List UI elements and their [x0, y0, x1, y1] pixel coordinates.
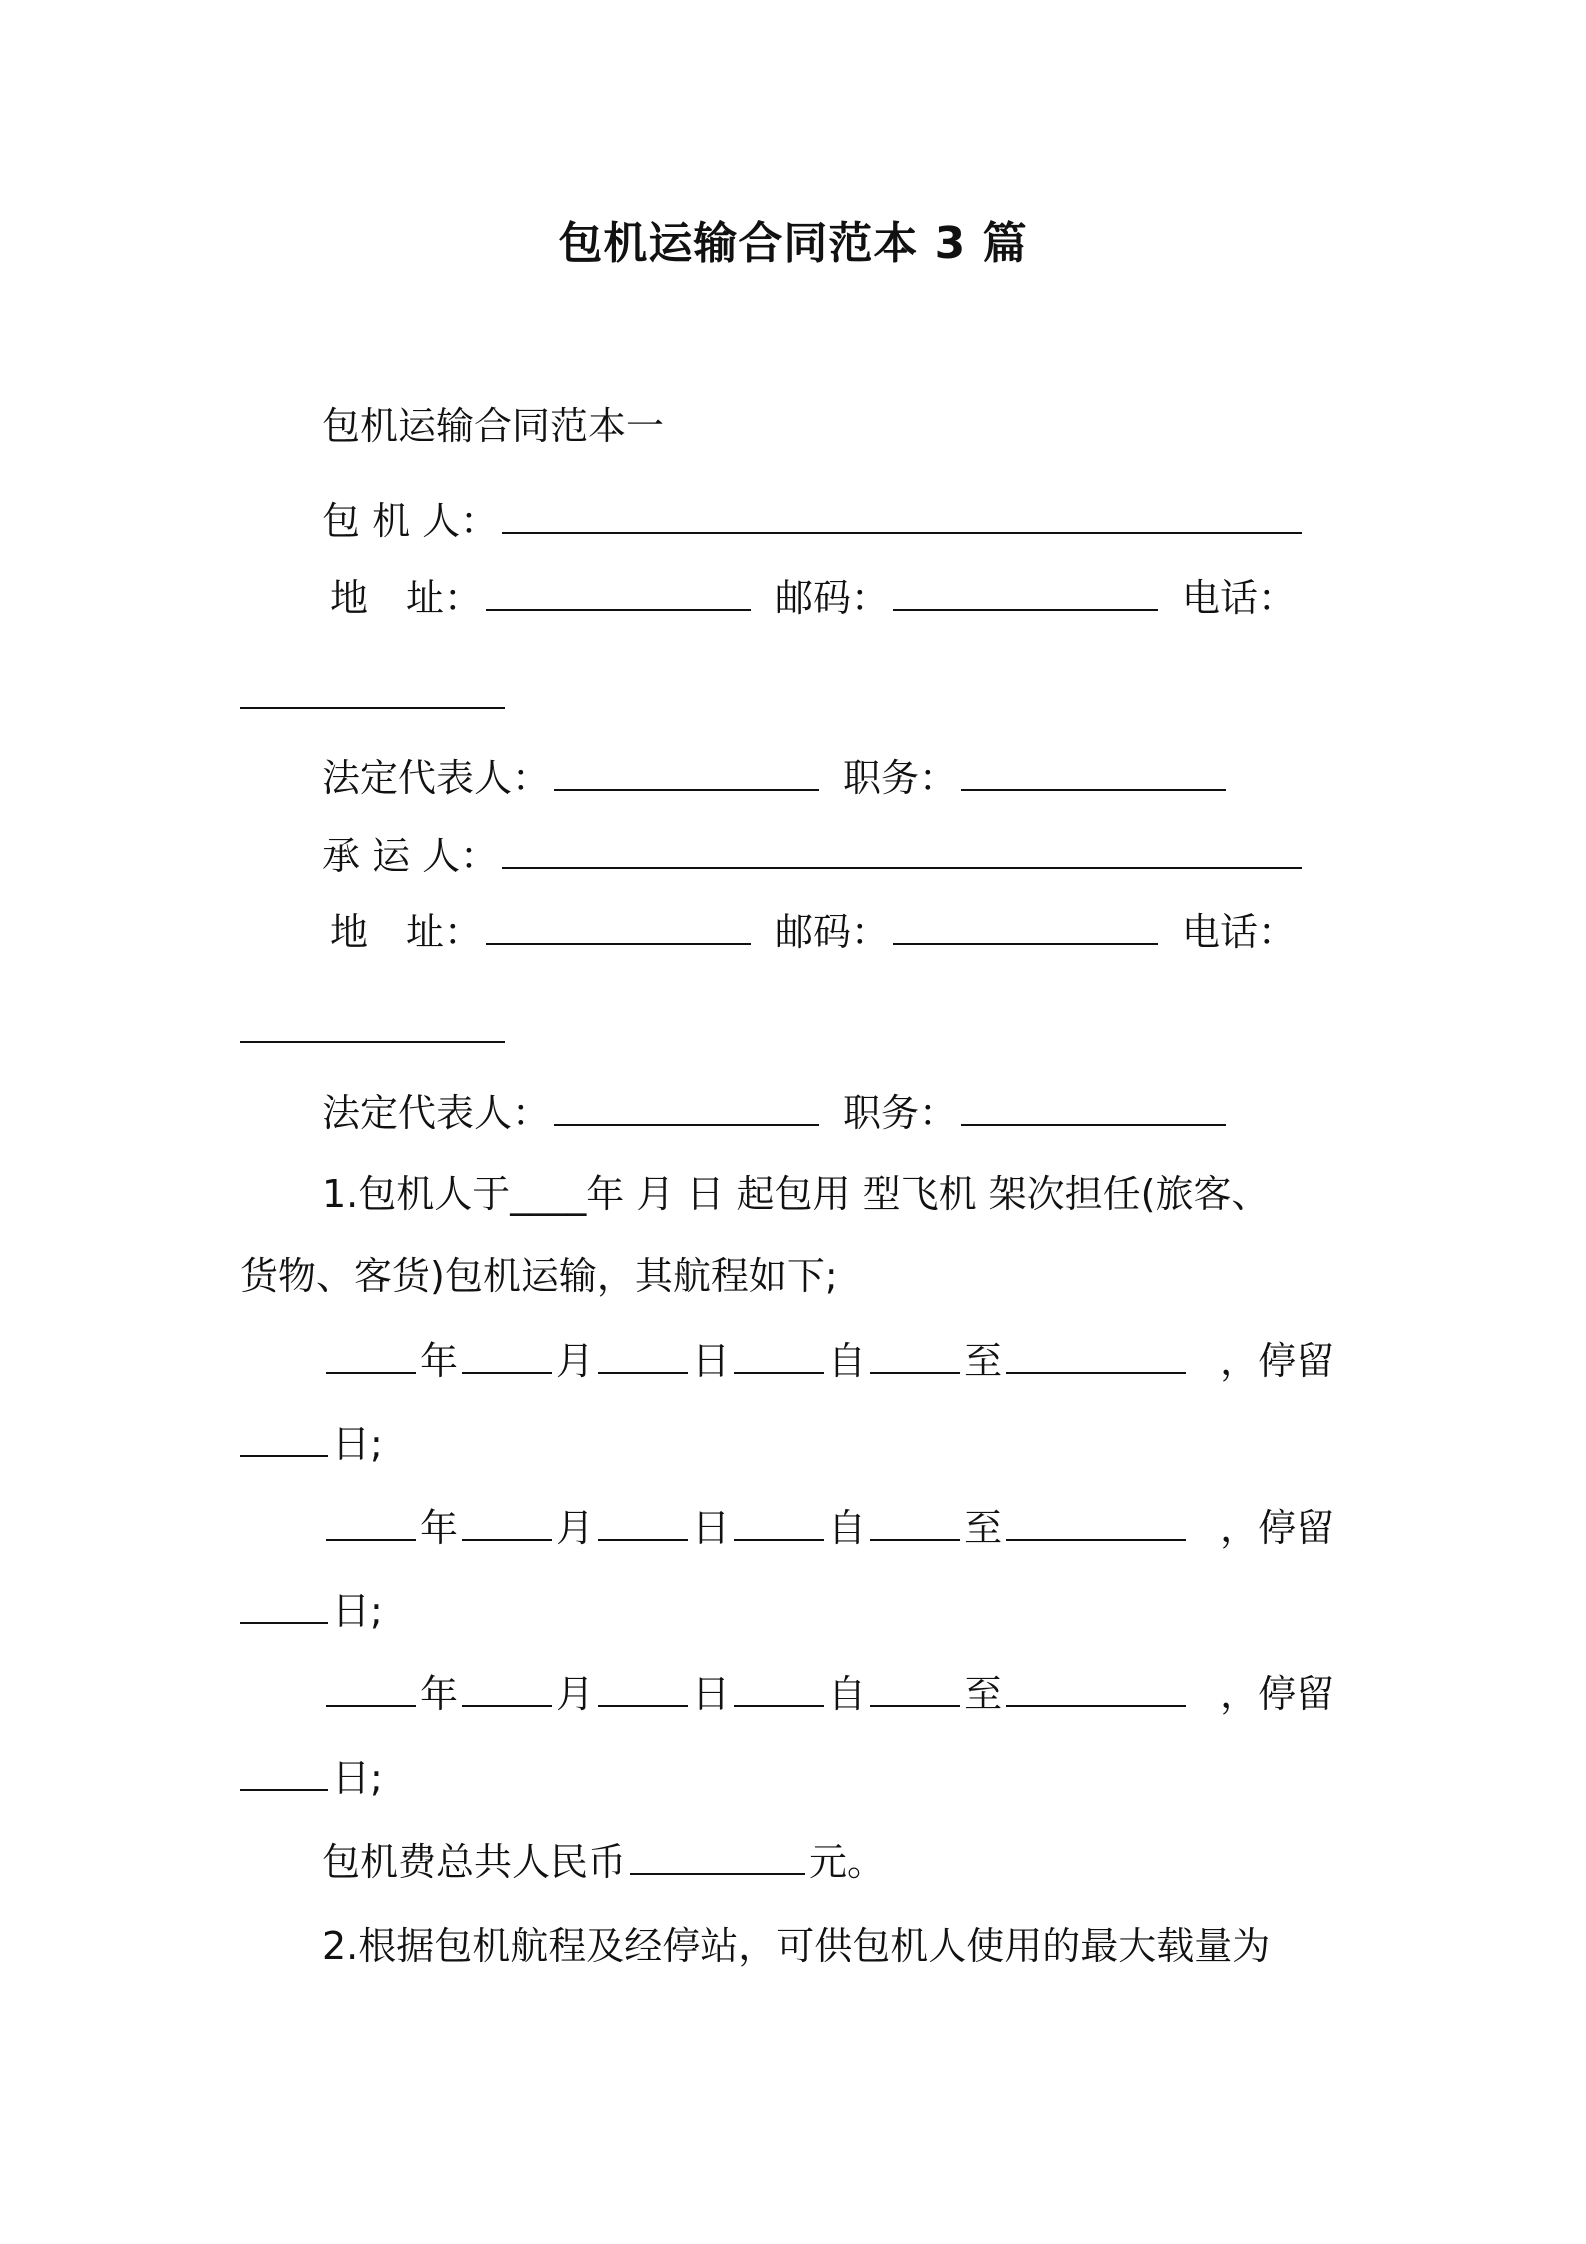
day-end-label: 日;: [332, 1422, 383, 1466]
day-blank: [598, 1503, 688, 1541]
from-label: 自: [828, 1339, 867, 1383]
stay-days-blank: [240, 1586, 328, 1624]
phone-blank-row: [240, 1004, 1350, 1056]
year-label: 年: [420, 1506, 459, 1550]
legal-rep-blank: [554, 753, 819, 791]
clause1-line1: 1.包机人于____年 月 日 起包用 型飞机 架次担任(旅客、: [322, 1172, 1270, 1216]
charterer-rep-row: [240, 752, 1350, 804]
year-label: 年: [420, 1672, 459, 1716]
stay-label: ，停留: [1220, 1672, 1335, 1716]
day-blank: [598, 1336, 688, 1374]
day-label: 日: [692, 1339, 731, 1383]
legal-rep-label: 法定代表人：: [322, 756, 551, 800]
carrier-blank: [502, 831, 1302, 869]
month-label: 月: [556, 1339, 595, 1383]
phone-blank-row: [240, 670, 1350, 722]
month-label: 月: [556, 1506, 595, 1550]
itinerary-row: [240, 1502, 1350, 1554]
position-label: 职务：: [843, 1091, 958, 1135]
to-blank: [870, 1503, 960, 1541]
postcode-blank: [893, 573, 1158, 611]
year-blank: [326, 1336, 416, 1374]
charterer-blank: [502, 496, 1302, 534]
from-blank: [734, 1336, 824, 1374]
address-blank: [486, 573, 751, 611]
address-blank: [486, 907, 751, 945]
month-blank: [462, 1336, 552, 1374]
legal-rep-label: 法定代表人：: [322, 1091, 551, 1135]
fee-blank: [630, 1837, 805, 1875]
document-title: 包机运输合同范本 3 篇: [558, 218, 1028, 269]
from-label: 自: [828, 1672, 867, 1716]
stay-days-blank: [240, 1753, 328, 1791]
month-blank: [462, 1669, 552, 1707]
year-blank: [326, 1503, 416, 1541]
postcode-blank: [893, 907, 1158, 945]
phone-blank: [240, 671, 505, 709]
from-blank: [734, 1503, 824, 1541]
position-blank: [961, 753, 1226, 791]
day-label: 日: [692, 1506, 731, 1550]
from-label: 自: [828, 1506, 867, 1550]
phone-blank: [240, 1005, 505, 1043]
stay-label: ，停留: [1220, 1506, 1335, 1550]
carrier-rep-row: [240, 1087, 1350, 1139]
stay-label: ，停留: [1220, 1339, 1335, 1383]
day-blank: [598, 1669, 688, 1707]
day-label: 日: [692, 1672, 731, 1716]
clause1-line2: 货物、客货)包机运输，其航程如下;: [240, 1254, 838, 1298]
position-blank: [961, 1088, 1226, 1126]
fee-row: [240, 1836, 1350, 1888]
charterer-row: [240, 495, 1350, 547]
carrier-row: [240, 830, 1350, 882]
to-blank: [870, 1669, 960, 1707]
itinerary-row: [240, 1668, 1350, 1720]
to-label: 至: [964, 1339, 1003, 1383]
stay-days-row: [240, 1752, 1350, 1804]
carrier-label: 承 运 人：: [322, 834, 499, 878]
month-blank: [462, 1503, 552, 1541]
phone-label: 电话：: [1182, 576, 1297, 620]
clause2-line: 2.根据包机航程及经停站，可供包机人使用的最大载量为: [322, 1924, 1271, 1968]
charterer-label: 包 机 人：: [322, 499, 499, 543]
phone-label: 电话：: [1182, 910, 1297, 954]
destination-blank: [1006, 1669, 1186, 1707]
day-end-label: 日;: [332, 1756, 383, 1800]
month-label: 月: [556, 1672, 595, 1716]
address-label: 地 址：: [330, 910, 483, 954]
section-title: 包机运输合同范本一: [322, 404, 665, 448]
legal-rep-blank: [554, 1088, 819, 1126]
position-label: 职务：: [843, 756, 958, 800]
year-label: 年: [420, 1339, 459, 1383]
from-blank: [734, 1669, 824, 1707]
stay-days-blank: [240, 1419, 328, 1457]
year-blank: [326, 1669, 416, 1707]
to-label: 至: [964, 1506, 1003, 1550]
carrier-address-row: [240, 906, 1350, 958]
fee-prefix: 包机费总共人民币: [322, 1840, 627, 1884]
postcode-label: 邮码：: [775, 576, 890, 620]
fee-suffix: 元。: [809, 1840, 886, 1884]
day-end-label: 日;: [332, 1589, 383, 1633]
to-label: 至: [964, 1672, 1003, 1716]
destination-blank: [1006, 1503, 1186, 1541]
postcode-label: 邮码：: [775, 910, 890, 954]
itinerary-row: [240, 1335, 1350, 1387]
address-label: 地 址：: [330, 576, 483, 620]
stay-days-row: [240, 1585, 1350, 1637]
to-blank: [870, 1336, 960, 1374]
charterer-address-row: [240, 572, 1350, 624]
stay-days-row: [240, 1418, 1350, 1470]
destination-blank: [1006, 1336, 1186, 1374]
